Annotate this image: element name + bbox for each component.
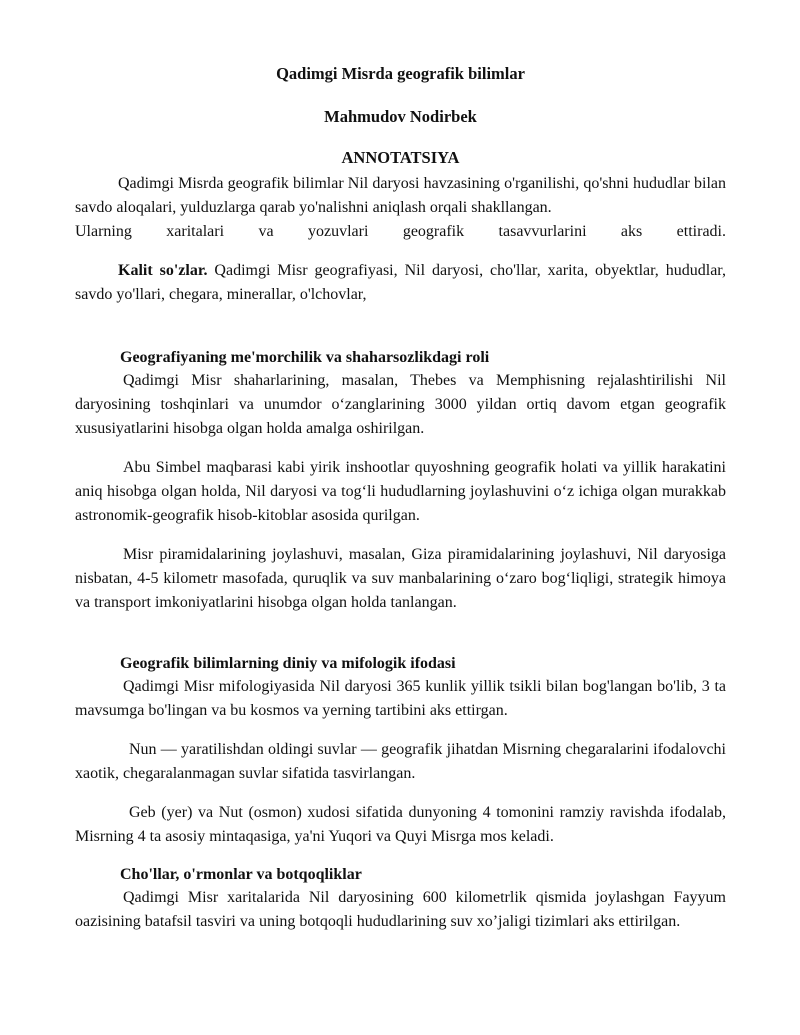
section-paragraph: Qadimgi Misr shaharlarining, masalan, Thebes va Memphisning rejalashtirilishi Nil daryosining toshqinlari va unumdor o‘zanglarining 3000 yildan ortiq davom etgan geografik xususiyatlarini hisobga olgan holda amalga oshirilgan. xyxy=(75,372,726,437)
section-heading-architecture: Geografiyaning me'morchilik va shaharsozlikdagi roli xyxy=(120,349,490,366)
section-paragraph: Abu Simbel maqbarasi kabi yirik inshootlar quyoshning geografik holati va yillik harakatini aniq hisobga olgan holda, Nil daryosi va tog‘li hududlarning joylashuvini o‘z ichiga olgan murakkab astronomik-geografik hisob-kitoblar asosida qurilgan. xyxy=(75,459,726,524)
section-heading-mythology: Geografik bilimlarning diniy va mifologik ifodasi xyxy=(120,655,456,672)
document-title: Qadimgi Misrda geografik bilimlar xyxy=(276,64,525,83)
section-paragraph: Misr piramidalarining joylashuvi, masalan, Giza piramidalarining joylashuvi, Nil daryosiga nisbatan, 4-5 kilometr masofada, quruqlik va suv manbalarining o‘zaro bog‘liqligi, strategik himoya va transport imkoniyatlarini hisobga olgan holda tanlangan. xyxy=(75,546,726,611)
section-paragraph: Geb (yer) va Nut (osmon) xudosi sifatida dunyoning 4 tomonini ramziy ravishda ifodalab, Misrning 4 ta asosiy mintaqasiga, ya'ni Yuqori va Quyi Misrga mos keladi. xyxy=(75,804,726,845)
author-name: Mahmudov Nodirbek xyxy=(324,107,477,126)
keywords-text: Qadimgi Misr geografiyasi, Nil daryosi, cho'llar, xarita, obyektlar, hududlar, savdo yo'llari, chegara, minerallar, o'lchovlar, xyxy=(75,262,726,303)
annotation-paragraph: Qadimgi Misrda geografik bilimlar Nil daryosi havzasining o'rganilishi, qo'shni hududlar bilan savdo aloqalari, yulduzlarga qarab yo'nalishni aniqlash orqali shakllangan. xyxy=(75,175,726,216)
section-paragraph: Qadimgi Misr xaritalarida Nil daryosining 600 kilometrlik qismida joylashgan Fayyum oazisining batafsil tasviri va uning botqoqli hududlarining suv xo’jaligi tizimlari aks ettirilgan. xyxy=(75,889,726,930)
annotation-last-line: Ularning xaritalari va yozuvlari geografik tasavvurlarini aks ettiradi. xyxy=(75,223,726,240)
annotation-heading: ANNOTATSIYA xyxy=(341,148,460,167)
section-paragraph: Nun — yaratilishdan oldingi suvlar — geografik jihatdan Misrning chegaralarini ifodalovchi xaotik, chegaralanmagan suvlar sifatida tasvirlangan. xyxy=(75,741,726,782)
keywords-paragraph xyxy=(75,259,726,307)
keywords-label: Kalit so'zlar. xyxy=(118,262,208,279)
section-heading-deserts: Cho'llar, o'rmonlar va botqoqliklar xyxy=(120,866,362,883)
document-page xyxy=(75,64,726,934)
section-paragraph: Qadimgi Misr mifologiyasida Nil daryosi 365 kunlik yillik tsikli bilan bog'langan bo'lib, 3 ta mavsumga bo'lingan va bu kosmos va yerning tartibini aks ettirgan. xyxy=(75,678,726,719)
